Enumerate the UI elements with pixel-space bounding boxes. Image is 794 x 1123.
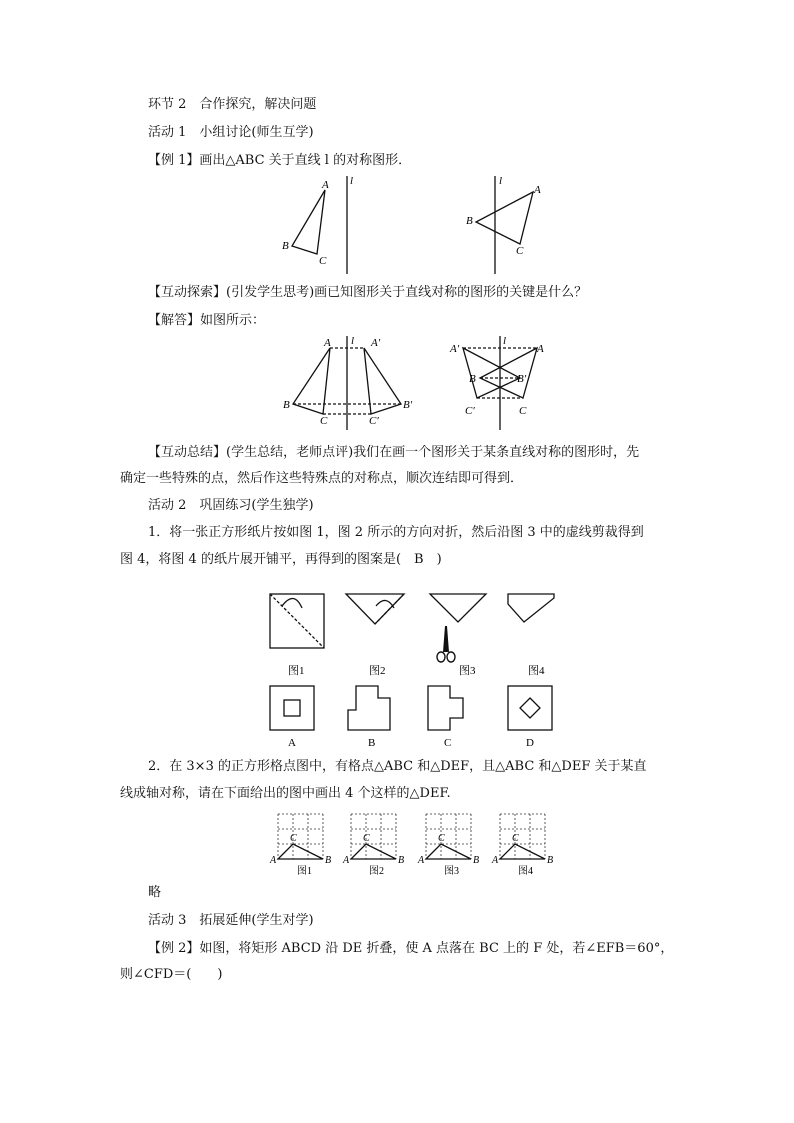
label-b: B <box>282 240 289 252</box>
label-c-2: C <box>516 245 524 257</box>
grid-label-c: C <box>512 833 519 844</box>
label-a-2: A <box>534 184 541 196</box>
label-c: C <box>319 255 327 267</box>
folding-figure <box>258 586 558 754</box>
example-1-text: 【例 1】画出△ABC 关于直线 l 的对称图形． <box>148 153 412 168</box>
fold-caption-2: 图2 <box>369 665 386 677</box>
grid-3 <box>417 814 479 866</box>
question-2-answer: 略 <box>148 885 162 900</box>
option-d: D <box>526 737 534 749</box>
ans-label-a: A <box>324 337 331 349</box>
label-l: l <box>350 175 354 187</box>
example-1-figure <box>270 172 570 278</box>
ans2-label-c-prime: C′ <box>465 405 475 417</box>
grid-label-b: B <box>473 855 480 866</box>
example-2-line-1: 【例 2】如图，将矩形 ABCD 沿 DE 折叠，使 A 点落在 BC 上的 F 处，若∠EFB＝60°， <box>148 941 674 956</box>
grid-caption-1: 图1 <box>297 866 312 877</box>
grid-label-a: A <box>492 855 499 866</box>
label-a: A <box>322 179 329 191</box>
question-2-line-1: 2．在 3×3 的正方形格点图中，有格点△ABC 和△DEF，且△ABC 和△DEF 关于某直 <box>148 759 647 774</box>
triangle-abc <box>292 190 325 254</box>
activity-3-heading: 活动 3 拓展延伸(学生对学) <box>148 913 314 928</box>
fold-caption-1: 图1 <box>288 665 305 677</box>
grid-2 <box>342 814 404 866</box>
grid-label-a: A <box>343 855 350 866</box>
example-2-line-2: 则∠CFD＝( ) <box>120 967 223 982</box>
label-l-2: l <box>499 175 503 187</box>
grid-triangle-abc <box>278 844 323 859</box>
option-a: A <box>288 737 296 749</box>
option-c: C <box>444 737 452 749</box>
ans2-label-b-prime: B′ <box>517 373 527 385</box>
interactive-summary-2: 确定一些特殊的点，然后作这些特殊点的对称点，顺次连结即可得到． <box>120 471 524 486</box>
ans2-label-a: A <box>537 343 544 355</box>
ans2-label-b: B <box>469 373 476 385</box>
grid-label-b: B <box>398 855 405 866</box>
ans2-label-a-prime: A′ <box>450 343 460 355</box>
ans2-label-l: l <box>503 335 507 347</box>
section-title: 环节 2 合作探究，解决问题 <box>148 97 317 112</box>
interactive-explore: 【互动探索】(引发学生思考)画已知图形关于直线对称的图形的关键是什么？ <box>148 285 588 300</box>
ans-label-a-prime: A′ <box>371 337 381 349</box>
ans-label-b: B <box>283 399 290 411</box>
activity-2-heading: 活动 2 巩固练习(学生独学) <box>148 498 314 513</box>
grid-figure <box>266 810 566 880</box>
interactive-summary-1: 【互动总结】(学生总结，老师点评)我们在画一个图形关于某条直线对称的图形时，先 <box>148 445 640 460</box>
answer-figure <box>275 334 575 434</box>
activity-1-heading: 活动 1 小组讨论(师生互学) <box>148 125 314 140</box>
option-b: B <box>368 737 376 749</box>
grid-label-c: C <box>363 833 370 844</box>
scissors-icon <box>437 626 455 662</box>
grid-label-b: B <box>325 855 332 866</box>
fold-caption-3: 图3 <box>459 665 476 677</box>
grid-caption-2: 图2 <box>369 866 384 877</box>
grid-triangle-abc <box>426 844 471 859</box>
grid-1 <box>269 814 331 866</box>
question-1-line-2: 图 4，将图 4 的纸片展开铺平，再得到的图案是( B ) <box>120 552 442 567</box>
ans-label-l: l <box>351 335 355 347</box>
grid-4 <box>491 814 553 866</box>
grid-label-c: C <box>290 833 297 844</box>
grid-caption-4: 图4 <box>518 866 533 877</box>
grid-label-b: B <box>547 855 554 866</box>
answer-heading: 【解答】如图所示： <box>148 313 266 328</box>
grid-triangle-abc <box>500 844 545 859</box>
question-2-line-2: 线成轴对称，请在下面给出的图中画出 4 个这样的△DEF. <box>120 786 451 801</box>
grid-label-a: A <box>418 855 425 866</box>
ans2-label-c: C <box>519 405 527 417</box>
question-1-line-1: 1．将一张正方形纸片按如图 1，图 2 所示的方向对折，然后沿图 3 中的虚线剪裁得到 <box>148 525 644 540</box>
grid-label-a: A <box>270 855 277 866</box>
grid-label-c: C <box>438 833 445 844</box>
ans-label-c-prime: C′ <box>369 415 379 427</box>
triangle-abc-2 <box>476 192 533 244</box>
grid-triangle-abc <box>351 844 396 859</box>
ans-label-c: C <box>320 415 328 427</box>
ans-label-b-prime: B′ <box>403 399 413 411</box>
fold-caption-4: 图4 <box>528 665 545 677</box>
grid-caption-3: 图3 <box>444 866 459 877</box>
label-b-2: B <box>466 215 473 227</box>
